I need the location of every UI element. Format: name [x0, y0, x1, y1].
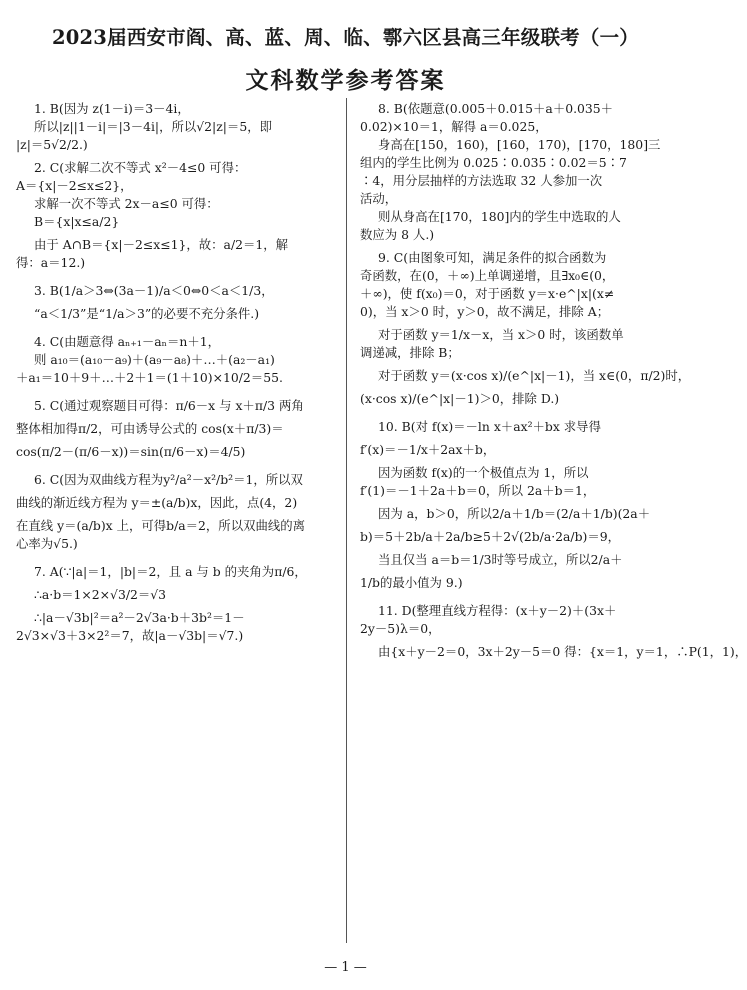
answer-line: 由{x＋y－2＝0，3x＋2y－5＝0 得：{x＝1，y＝1，∴P(1，1)，: [378, 644, 747, 659]
answer-line: |z|＝5√2/2.): [16, 137, 88, 152]
answer-line: ∴|a－√3b|²＝a²－2√3a·b＋3b²＝1－: [34, 610, 245, 625]
page-number: — 1 —: [324, 960, 367, 975]
answer-q7: [16, 563, 336, 645]
answer-line: b)＝5＋2b/a＋2a/b≥5＋2√(2b/a·2a/b)＝9，: [360, 529, 621, 544]
answer-line: 4. C(由题意得 aₙ₊₁－aₙ＝n＋1，: [34, 334, 221, 349]
page-title: 2023届西安市阎、高、蓝、周、临、鄠六区县高三年级联考（一）: [52, 26, 639, 49]
answer-line: 因为 a，b＞0，所以2/a＋1/b＝(2/a＋1/b)(2a＋: [378, 506, 651, 521]
answer-line: 由于 A∩B＝{x|－2≤x≤1}，故：a/2＝1，解: [34, 237, 289, 252]
answer-line: 奇函数，在(0，＋∞)上单调递增，且∃x₀∈(0，: [360, 268, 615, 283]
answer-line: (x·cos x)/(e^|x|－1)＞0，排除 D.): [360, 391, 560, 406]
answer-line: A＝{x|－2≤x≤2}，: [16, 178, 133, 193]
answer-line: ＋a₁＝10＋9＋…＋2＋1＝(1＋10)×10/2＝55.: [16, 370, 283, 385]
answer-line: 活动，: [360, 191, 398, 206]
answer-q5: [16, 397, 336, 461]
answer-line: 身高在[150，160)，[160，170)，[170，180]三: [378, 137, 661, 152]
answer-line: 因为函数 f(x)的一个极值点为 1，所以: [378, 465, 589, 480]
answer-line: ∴a·b＝1×2×√3/2＝√3: [34, 587, 167, 602]
answer-line: 当且仅当 a＝b＝1/3时等号成立，所以2/a＋: [378, 552, 623, 567]
answer-q8: [360, 100, 678, 244]
answer-q11: [360, 602, 747, 661]
answer-line: 7. A(∵|a|＝1，|b|＝2，且 a 与 b 的夹角为π/6，: [34, 564, 307, 579]
answer-line: 9. C(由图象可知，满足条件的拟合函数为: [378, 250, 607, 265]
answer-line: 在直线 y＝(a/b)x 上，可得b/a＝2，所以双曲线的离: [16, 518, 306, 533]
answer-line: 组内的学生比例为 0.025∶0.035∶0.02＝5∶7: [360, 155, 627, 170]
answer-line: 2√3×√3＋3×2²＝7，故|a－√3b|＝√7.): [16, 628, 244, 643]
answer-line: 得：a＝12.): [16, 255, 86, 270]
answer-line: 数应为 8 人.): [360, 227, 435, 242]
answer-q1: [16, 100, 336, 154]
answer-line: f′(x)＝－1/x＋2ax＋b，: [360, 442, 496, 457]
answer-line: 8. B(依题意(0.005＋0.015＋a＋0.035＋: [378, 101, 614, 116]
answer-q3: [16, 282, 336, 323]
answer-line: 曲线的渐近线方程为 y＝±(a/b)x，因此，点(4，2): [16, 495, 298, 510]
answer-line: 11. D(整理直线方程得：(x＋y－2)＋(3x＋: [378, 603, 617, 618]
answer-line: 1/b的最小值为 9.): [360, 575, 463, 590]
answer-line: 0.02)×10＝1，解得 a＝0.025，: [360, 119, 548, 134]
answer-line: 求解一次不等式 2x－a≤0 可得：: [34, 196, 219, 211]
answer-line: “a＜1/3”是“1/a＞3”的必要不充分条件.): [34, 306, 260, 321]
column-divider: [346, 98, 347, 943]
answer-line: 0)，当 x＞0 时，y＞0，故不满足，排除 A；: [360, 304, 610, 319]
answer-line: 心率为√5.): [16, 536, 78, 551]
left-column: [16, 100, 336, 645]
answer-line: 调递减，排除 B；: [360, 345, 460, 360]
answer-line: 2y－5)λ＝0，: [360, 621, 441, 636]
answer-line: ∶4，用分层抽样的方法选取 32 人参加一次: [360, 173, 603, 188]
answer-q2: [16, 159, 336, 272]
answer-line: 对于函数 y＝1/x－x，当 x＞0 时，该函数单: [378, 327, 624, 342]
answer-line: 2. C(求解二次不等式 x²－4≤0 可得：: [34, 160, 247, 175]
answer-line: 对于函数 y＝(x·cos x)/(e^|x|－1)，当 x∈(0，π/2)时，: [378, 368, 691, 383]
answer-line: 10. B(对 f(x)＝－ln x＋ax²＋bx 求导得: [378, 419, 601, 434]
right-column: [360, 100, 747, 661]
answer-q9: [360, 249, 691, 408]
answer-line: 则 a₁₀＝(a₁₀－a₉)＋(a₉－a₈)＋…＋(a₂－a₁): [34, 352, 275, 367]
answer-q10: [360, 418, 678, 592]
answer-line: 整体相加得π/2，可由诱导公式的 cos(x＋π/3)＝: [16, 421, 284, 436]
answer-line: B＝{x|x≤a/2}: [34, 214, 120, 229]
answer-line: ＋∞)，使 f(x₀)＝0，对于函数 y＝x·e^|x|(x≠: [360, 286, 615, 301]
answer-q6: [16, 471, 336, 553]
answer-line: 所以|z||1－i|＝|3－4i|，所以√2|z|＝5，即: [34, 119, 272, 134]
answer-line: 6. C(因为双曲线方程为y²/a²－x²/b²＝1，所以双: [34, 472, 303, 487]
answer-line: 则从身高在[170，180]内的学生中选取的人: [378, 209, 621, 224]
answer-line: cos(π/2－(π/6－x))＝sin(π/6－x)＝4/5): [16, 444, 246, 459]
answer-line: 5. C(通过观察题目可得：π/6－x 与 x＋π/3 两角: [34, 398, 304, 413]
answer-line: 1. B(因为 z(1－i)＝3－4i，: [34, 101, 190, 116]
answer-line: 3. B(1/a＞3⇔(3a－1)/a＜0⇔0＜a＜1/3，: [34, 283, 274, 298]
answer-q4: [16, 333, 336, 387]
answer-line: f′(1)＝－1＋2a＋b＝0，所以 2a＋b＝1，: [360, 483, 596, 498]
page-subtitle: 文科数学参考答案: [245, 67, 446, 94]
